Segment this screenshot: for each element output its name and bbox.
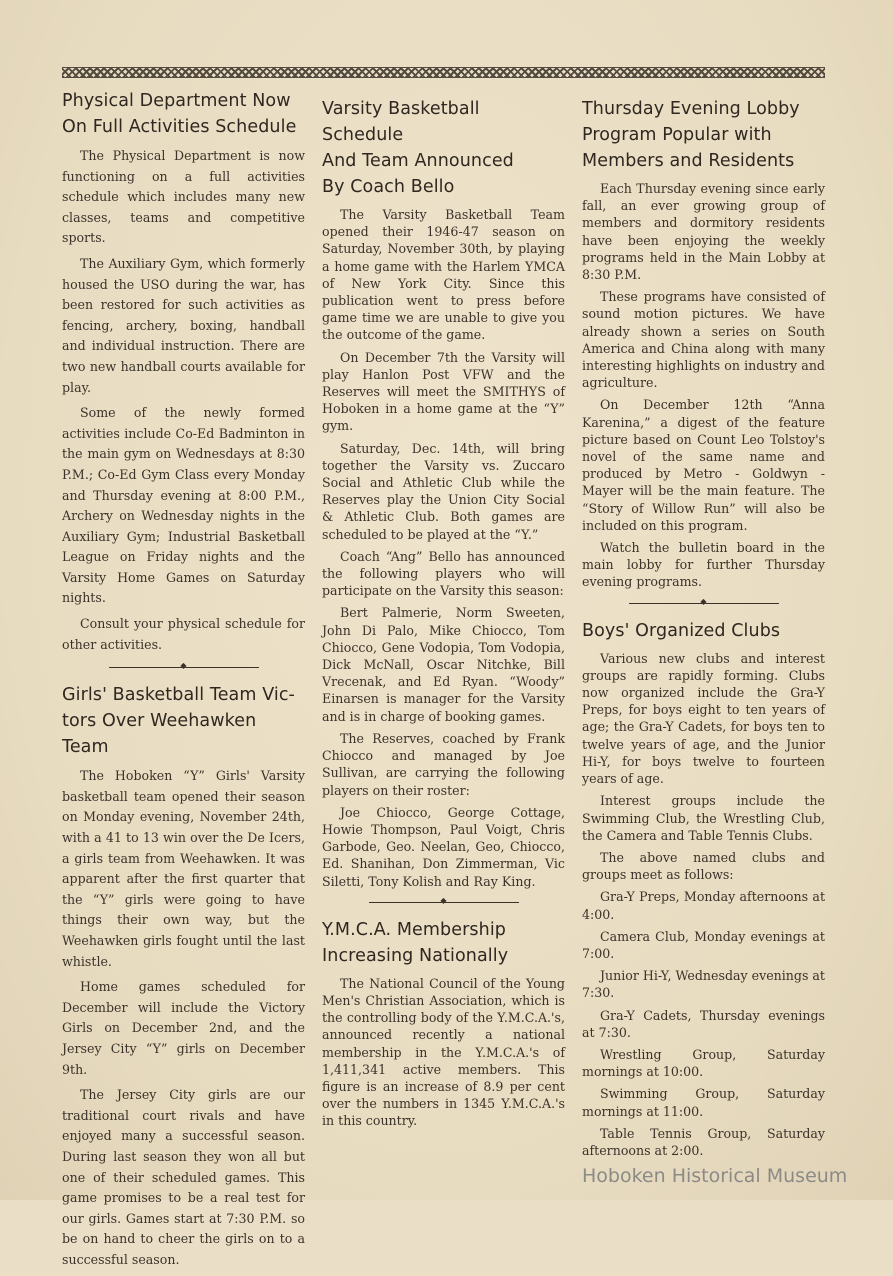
decorative-top-border [62, 67, 825, 78]
headline-line: Girls' Basketball Team Vic- [62, 685, 295, 706]
article [62, 88, 305, 655]
article-headline [62, 88, 305, 140]
article-headline [582, 618, 825, 644]
headline-line: Y.M.C.A. Membership [322, 919, 507, 940]
article-paragraph: Swimming Group, Saturday mornings at 11:00. [582, 1086, 825, 1119]
article-headline [322, 917, 565, 969]
article-paragraph: Home games scheduled for December will include the Victory Girls on December 2nd, and the Jersey City “Y” girls on December 9th. [62, 979, 305, 1077]
article-paragraph: The Hoboken “Y” Girls' Varsity basketball team opened their season on Monday evening, November 24th, with a 41 to 13 win over the De Icers, a girls team from Weehawken. It was apparent after the first quarter that the “Y” girls were going to have things their own way, but the Weehawken girls fought until the last whistle. [62, 768, 305, 969]
article-paragraph: Coach “Ang” Bello has announced the following players who will participate on the Varsity this season: [322, 548, 565, 599]
article-paragraph: Gra-Y Cadets, Thursday evenings at 7:30. [582, 1007, 825, 1040]
headline-line: Members and Residents [582, 151, 795, 171]
article [322, 96, 565, 890]
article-paragraph: Various new clubs and interest groups are rapidly forming. Clubs now organized include the Gra-Y Preps, for boys eight to ten years of age; the Gra-Y Cadets, for boys ten to twelve years of age, and the Junior Hi-Y, for boys twelve to fourteen years of age. [582, 650, 825, 787]
headline-line: Increasing Nationally [322, 945, 509, 966]
article-paragraph: Camera Club, Monday evenings at 7:00. [582, 928, 825, 961]
article-separator [369, 902, 519, 903]
article-paragraph: Joe Chiocco, George Cottage, Howie Thompson, Paul Voigt, Chris Garbode, Geo. Neelan, Geo, Chiocco, Ed. Shanihan, Don Zimmerman, Vic Siletti, Tony Kolish and Ray King. [322, 804, 565, 889]
article-paragraph: Some of the newly formed activities include Co-Ed Badminton in the main gym on Wednesdays at 8:30 P.M.; Co-Ed Gym Class every Monday and Thursday evening at 8:00 P.M., Archery on Wednesday nights in the Auxiliary Gym; Industrial Basketball League on Friday nights and the Varsity Home Games on Saturday nights. [62, 405, 305, 606]
column [322, 96, 565, 1135]
article-paragraph: Consult your physical schedule for other activities. [62, 616, 305, 652]
article-separator [629, 603, 779, 604]
article-paragraph: Each Thursday evening since early fall, an ever growing group of members and dormitory residents have been enjoying the weekly programs held in the Main Lobby at 8:30 P.M. [582, 181, 825, 283]
article-paragraph: Table Tennis Group, Saturday afternoons at 2:00. [582, 1125, 825, 1158]
article-headline [582, 96, 825, 174]
watermark: Hoboken Historical Museum [582, 1165, 848, 1188]
article-paragraph: The Auxiliary Gym, which formerly housed the USO during the war, has been restored for such activities as fencing, archery, boxing, handball and individual instruction. There are two new handball courts available for play. [62, 255, 305, 395]
article-separator [109, 667, 259, 668]
headline-line: Thursday Evening Lobby [582, 99, 800, 119]
article-paragraph: On December 7th the Varsity will play Hanlon Post VFW and the Reserves will meet the SMITHYS of Hoboken in a home game at the “Y” gym. [322, 349, 565, 434]
article-headline [62, 682, 305, 760]
article-paragraph: Gra-Y Preps, Monday afternoons at 4:00. [582, 889, 825, 922]
article [62, 682, 305, 1270]
article-paragraph: The Physical Department is now functioning on a full activities schedule which includes many new classes, teams and competitive sports. [62, 148, 305, 246]
headline-line: On Full Activities Schedule [62, 117, 297, 137]
article-paragraph: Bert Palmerie, Norm Sweeten, John Di Palo, Mike Chiocco, Tom Chiocco, Gene Vodopia, Tom Vodopia, Dick McNall, Oscar Nitchke, Bill Vrecenak, and Ed Ryan. “Woody” Einarsen is manager for the Varsity and is in charge of booking games. [322, 605, 565, 724]
article-paragraph: The above named clubs and groups meet as follows: [582, 849, 825, 883]
article [322, 917, 565, 1130]
article-paragraph: The Varsity Basketball Team opened their 1946-47 season on Saturday, November 30th, by playing a home game with the Harlem YMCA of New York City. Since this publication went to press before game time we are unable to give you the outcome of the game. [322, 207, 565, 343]
headline-line: And Team Announced [322, 151, 514, 171]
article-paragraph: Interest groups include the Swimming Club, the Wrestling Club, the Camera and Table Tennis Clubs. [582, 793, 825, 843]
article-paragraph: The National Council of the Young Men's Christian Association, which is the controlling body of the Y.M.C.A.'s, announced recently a national membership in the Y.M.C.A.'s of 1,411,341 active members. This figure is an increase of 8.9 per cent over the numbers in 1345 Y.M.C.A.'s in this country. [322, 975, 565, 1129]
article-paragraph: Saturday, Dec. 14th, will bring together the Varsity vs. Zuccaro Social and Athletic Club while the Reserves play the Union City Social & Athletic Club. Both games are scheduled to be played at the “Y.” [322, 440, 565, 542]
article [582, 96, 825, 591]
headline-line: Boys' Organized Clubs [582, 620, 781, 641]
article-paragraph: Watch the bulletin board in the main lobby for further Thursday evening programs. [582, 540, 825, 590]
headline-line: Physical Department Now [62, 91, 291, 111]
headline-line: Varsity Basketball Schedule [322, 99, 480, 145]
article [582, 618, 825, 1159]
article-headline [322, 96, 565, 200]
article-paragraph: The Reserves, coached by Frank Chiocco and managed by Joe Sullivan, are carrying the following players on their roster: [322, 730, 565, 798]
article-paragraph: Wrestling Group, Saturday mornings at 10:00. [582, 1046, 825, 1080]
article-paragraph: On December 12th “Anna Karenina,” a digest of the feature picture based on Count Leo Tolstoy's novel of the same name and produced by Metro - Goldwyn - Mayer will be the main feature. The “Story of Willow Run” will also be included on this program. [582, 397, 825, 533]
headline-line: By Coach Bello [322, 177, 455, 197]
article-paragraph: These programs have consisted of sound motion pictures. We have already shown a series on South America and China along with many interesting highlights on industry and agriculture. [582, 289, 825, 391]
article-paragraph: The Jersey City girls are our traditional court rivals and have enjoyed many a successful season. During last season they won all but one of their scheduled games. This game promises to be a real test for our girls. Games start at 7:30 P.M. so be on hand to cheer the girls on to a successful season. [62, 1087, 305, 1267]
column [582, 96, 848, 1188]
headline-line: tors Over Weehawken Team [62, 711, 257, 758]
column [62, 88, 305, 1276]
headline-line: Program Popular with [582, 125, 772, 145]
article-paragraph: Junior Hi-Y, Wednesday evenings at 7:30. [582, 968, 825, 1001]
